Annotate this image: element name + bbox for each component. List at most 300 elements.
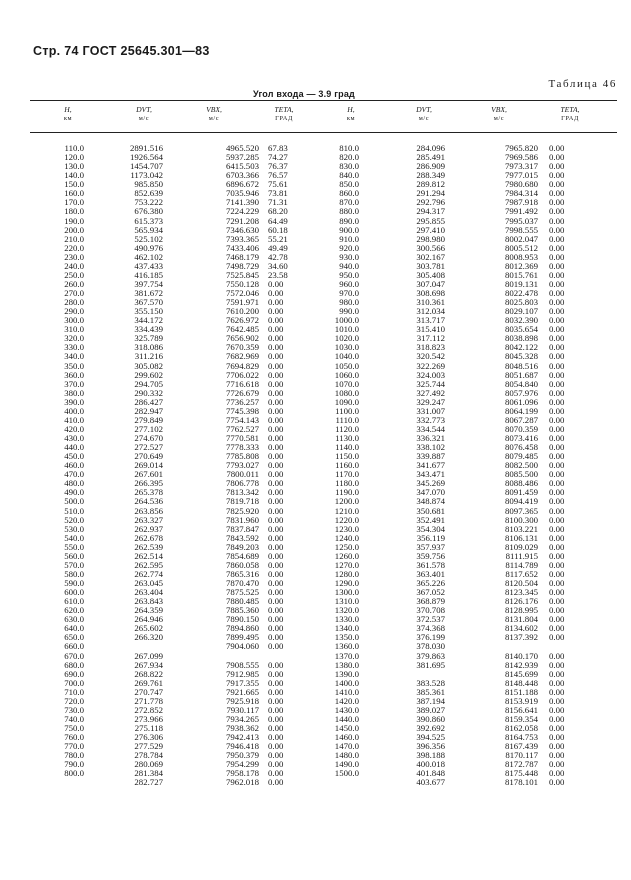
cell-teta-left: 42.78 [268, 251, 288, 262]
cell-teta-right: 0.00 [549, 260, 565, 271]
cell-dvt-left: 262.678 [134, 532, 163, 543]
cell-vbx-right: 8159.354 [505, 713, 538, 724]
cell-h-right: 900.0 [339, 224, 359, 235]
cell-teta-left: 0.00 [268, 623, 284, 634]
cell-dvt-right: 322.269 [416, 360, 445, 371]
cell-dvt-right: 394.525 [416, 732, 445, 743]
cell-h-right: 1330.0 [334, 614, 359, 625]
cell-dvt-right: 285.491 [416, 152, 445, 163]
cell-dvt-left: 268.822 [134, 668, 163, 679]
cell-dvt-left: 266.320 [134, 632, 163, 643]
cell-h-right: 1260.0 [334, 550, 359, 561]
cell-h-left: 610.0 [64, 596, 84, 607]
col-header-dvt-left [124, 105, 164, 123]
cell-dvt-left: 270.747 [134, 686, 163, 697]
cell-h-left: 290.0 [64, 306, 84, 317]
cell-h-left: 740.0 [64, 713, 84, 724]
cell-dvt-left: 271.778 [134, 695, 163, 706]
cell-dvt-left: 290.332 [134, 387, 163, 398]
cell-teta-left: 0.00 [268, 514, 284, 525]
cell-h-right: 880.0 [339, 206, 359, 217]
cell-vbx-right: 8175.448 [505, 768, 538, 779]
cell-teta-right: 0.00 [549, 333, 565, 344]
cell-h-left: 720.0 [64, 695, 84, 706]
cell-dvt-left: 367.570 [134, 297, 163, 308]
cell-h-left: 490.0 [64, 487, 84, 498]
cell-h-right: 1420.0 [334, 695, 359, 706]
cell-vbx-left: 7880.485 [226, 596, 259, 607]
cell-teta-right: 0.00 [549, 188, 565, 199]
col-header-unit: км [346, 115, 356, 122]
cell-vbx-right: 8111.915 [505, 550, 538, 561]
cell-h-left: 340.0 [64, 351, 84, 362]
cell-h-right: 1350.0 [334, 632, 359, 643]
cell-vbx-left: 7934.265 [226, 713, 259, 724]
cell-teta-left: 0.00 [268, 659, 284, 670]
cell-teta-left: 0.00 [268, 324, 284, 335]
cell-teta-right: 0.00 [549, 713, 565, 724]
cell-teta-right: 0.00 [549, 614, 565, 625]
cell-vbx-left: 7670.359 [226, 342, 259, 353]
cell-h-left: 280.0 [64, 297, 84, 308]
cell-teta-left: 0.00 [268, 351, 284, 362]
cell-teta-right: 0.00 [549, 668, 565, 679]
cell-vbx-right: 8012.369 [505, 260, 538, 271]
cell-vbx-left: 7908.555 [226, 659, 259, 670]
cell-dvt-left: 265.602 [134, 623, 163, 634]
cell-teta-left: 0.00 [268, 750, 284, 761]
cell-dvt-left: 299.602 [134, 369, 163, 380]
cell-dvt-right: 294.317 [416, 206, 445, 217]
col-header-unit: м/с [138, 115, 150, 122]
cell-vbx-left: 7682.969 [226, 351, 259, 362]
cell-dvt-right: 363.401 [416, 568, 445, 579]
cell-vbx-right: 8109.029 [505, 541, 538, 552]
cell-h-left: 760.0 [64, 732, 84, 743]
cell-teta-right: 0.00 [549, 242, 565, 253]
cell-h-right: 1300.0 [334, 587, 359, 598]
cell-vbx-left: 7849.203 [226, 541, 259, 552]
cell-vbx-left: 7141.390 [226, 197, 259, 208]
cell-teta-right: 0.00 [549, 170, 565, 181]
cell-teta-right: 0.00 [549, 541, 565, 552]
col-header-unit: м/с [418, 115, 430, 122]
cell-vbx-left: 7224.229 [226, 206, 259, 217]
cell-h-left: 170.0 [64, 197, 84, 208]
cell-h-right: 960.0 [339, 278, 359, 289]
cell-dvt-left: 676.380 [134, 206, 163, 217]
cell-dvt-left: 305.082 [134, 360, 163, 371]
cell-dvt-right: 343.471 [416, 469, 445, 480]
cell-vbx-right: 8073.416 [505, 433, 538, 443]
cell-dvt-right: 310.361 [416, 297, 445, 308]
cell-teta-right: 0.00 [549, 215, 565, 226]
cell-h-right: 1340.0 [334, 623, 359, 634]
cell-h-left: 660.0 [64, 641, 84, 652]
cell-h-left: 200.0 [64, 224, 84, 235]
cell-dvt-left: 2891.516 [130, 143, 163, 153]
cell-vbx-right: 8128.995 [505, 605, 538, 616]
cell-h-right: 1160.0 [335, 460, 359, 471]
cell-teta-left: 76.57 [268, 170, 288, 181]
cell-h-right: 1440.0 [334, 713, 359, 724]
cell-vbx-left: 7610.200 [226, 306, 259, 317]
cell-vbx-left: 7917.355 [226, 677, 259, 688]
cell-teta-left: 0.00 [268, 478, 284, 489]
cell-h-right: 1370.0 [334, 650, 359, 661]
cell-vbx-left: 7572.046 [226, 288, 259, 298]
cell-vbx-right: 8064.199 [505, 405, 538, 416]
cell-teta-right: 0.00 [549, 378, 565, 389]
cell-h-right: 870.0 [339, 197, 359, 208]
cell-h-left: 630.0 [64, 614, 84, 625]
cell-teta-right: 0.00 [549, 487, 565, 498]
cell-teta-right: 0.00 [549, 478, 565, 489]
cell-teta-left: 0.00 [268, 614, 284, 625]
cell-vbx-left: 7870.470 [226, 578, 259, 588]
cell-dvt-left: 262.774 [134, 568, 163, 579]
cell-vbx-left: 7912.985 [226, 668, 259, 679]
cell-dvt-right: 357.937 [416, 541, 445, 552]
cell-dvt-right: 336.321 [416, 433, 445, 443]
cell-teta-right: 0.00 [549, 777, 565, 788]
cell-teta-right: 0.00 [549, 550, 565, 561]
cell-dvt-left: 264.946 [134, 614, 163, 625]
col-header-h-left [52, 105, 84, 123]
cell-teta-left: 0.00 [268, 578, 284, 588]
cell-h-left: 770.0 [64, 741, 84, 752]
cell-vbx-left: 7854.689 [226, 550, 259, 561]
col-header-name: ТЕТА, [274, 105, 294, 114]
cell-vbx-left: 7954.299 [226, 759, 259, 770]
cell-teta-right: 0.00 [549, 351, 565, 362]
cell-teta-left: 0.00 [268, 523, 284, 534]
cell-teta-left: 0.00 [268, 704, 284, 715]
cell-dvt-right: 320.542 [416, 351, 445, 362]
col-header-name: VBX, [491, 105, 507, 114]
cell-dvt-right: 324.003 [416, 369, 445, 380]
cell-teta-left: 0.00 [268, 396, 284, 407]
cell-dvt-right: 385.361 [416, 686, 445, 697]
cell-vbx-left: 7726.679 [226, 387, 259, 398]
cell-teta-left: 0.00 [268, 641, 284, 652]
cell-vbx-left: 7035.946 [226, 188, 259, 199]
cell-h-left: 460.0 [64, 460, 84, 471]
cell-vbx-left: 7291.208 [226, 215, 259, 226]
cell-h-left: 540.0 [64, 532, 84, 543]
cell-dvt-right: 325.744 [416, 378, 445, 389]
cell-h-left: 240.0 [64, 260, 84, 271]
cell-teta-left: 0.00 [268, 369, 284, 380]
cell-teta-right: 0.00 [549, 605, 565, 616]
cell-h-left: 700.0 [64, 677, 84, 688]
cell-vbx-left: 7899.495 [226, 632, 259, 643]
cell-dvt-left: 277.102 [134, 423, 163, 434]
cell-h-right: 1270.0 [334, 559, 359, 570]
cell-h-left: 270.0 [64, 288, 84, 298]
cell-vbx-right: 8002.047 [505, 233, 538, 244]
cell-h-right: 860.0 [339, 188, 359, 199]
cell-h-right: 930.0 [339, 251, 359, 262]
cell-h-right: 850.0 [339, 179, 359, 190]
cell-teta-right: 0.00 [549, 224, 565, 235]
cell-h-right: 1220.0 [334, 514, 359, 525]
cell-h-right: 1050.0 [334, 360, 359, 371]
table-body [0, 144, 631, 787]
cell-dvt-left: 262.514 [134, 550, 163, 561]
cell-vbx-right: 8156.641 [505, 704, 538, 715]
cell-dvt-right: 361.578 [416, 559, 445, 570]
cell-dvt-left: 318.086 [134, 342, 163, 353]
cell-vbx-left: 7433.406 [226, 242, 259, 253]
cell-dvt-left: 294.705 [134, 378, 163, 389]
cell-dvt-right: 302.167 [416, 251, 445, 262]
cell-h-right: 980.0 [339, 297, 359, 308]
cell-vbx-right: 8005.512 [505, 242, 538, 253]
cell-teta-left: 0.00 [268, 568, 284, 579]
cell-dvt-right: 308.698 [416, 288, 445, 298]
cell-dvt-right: 383.528 [416, 677, 445, 688]
cell-teta-left: 55.21 [268, 233, 288, 244]
cell-h-left: 530.0 [64, 523, 84, 534]
cell-teta-right: 0.00 [549, 578, 565, 588]
cell-vbx-right: 8067.287 [505, 414, 538, 425]
cell-dvt-right: 329.247 [416, 396, 445, 407]
cell-vbx-left: 5937.285 [226, 152, 259, 163]
cell-h-right: 1380.0 [334, 659, 359, 670]
cell-teta-right: 0.00 [549, 387, 565, 398]
cell-h-left: 390.0 [64, 396, 84, 407]
cell-vbx-right: 8085.500 [505, 469, 538, 480]
cell-dvt-left: 278.784 [134, 750, 163, 761]
cell-teta-right: 0.00 [549, 559, 565, 570]
cell-teta-right: 0.00 [549, 451, 565, 462]
cell-vbx-right: 7998.555 [505, 224, 538, 235]
cell-dvt-right: 365.226 [416, 578, 445, 588]
cell-h-right: 1230.0 [334, 523, 359, 534]
cell-dvt-right: 289.812 [416, 179, 445, 190]
cell-h-left: 190.0 [64, 215, 84, 226]
cell-h-right: 840.0 [339, 170, 359, 181]
cell-h-left: 440.0 [64, 442, 84, 453]
cell-vbx-left: 7694.829 [226, 360, 259, 371]
cell-dvt-right: 347.070 [416, 487, 445, 498]
cell-vbx-left: 7925.918 [226, 695, 259, 706]
cell-teta-left: 0.00 [268, 759, 284, 770]
cell-vbx-right: 8015.761 [505, 269, 538, 280]
cell-teta-right: 0.00 [549, 750, 565, 761]
cell-vbx-right: 8103.221 [505, 523, 538, 534]
cell-teta-left: 64.49 [268, 215, 288, 226]
cell-vbx-right: 8153.919 [505, 695, 538, 706]
cell-dvt-right: 359.756 [416, 550, 445, 561]
col-header-name: H, [64, 105, 72, 114]
cell-dvt-right: 370.708 [416, 605, 445, 616]
cell-vbx-right: 8126.176 [505, 596, 538, 607]
cell-vbx-right: 8032.390 [505, 315, 538, 326]
cell-teta-left: 73.81 [268, 188, 288, 199]
cell-teta-right: 0.00 [549, 695, 565, 706]
cell-teta-right: 0.00 [549, 650, 565, 661]
cell-h-right: 820.0 [339, 152, 359, 163]
cell-teta-left: 0.00 [268, 315, 284, 326]
cell-vbx-left: 7770.581 [226, 433, 259, 443]
cell-vbx-right: 8170.117 [505, 750, 538, 761]
cell-vbx-right: 8045.328 [505, 351, 538, 362]
cell-vbx-right: 8019.131 [505, 278, 538, 289]
cell-teta-left: 0.00 [268, 405, 284, 416]
cell-teta-left: 0.00 [268, 677, 284, 688]
cell-teta-left: 0.00 [268, 496, 284, 507]
cell-dvt-right: 387.194 [416, 695, 445, 706]
cell-teta-right: 0.00 [549, 278, 565, 289]
cell-teta-left: 67.83 [268, 143, 288, 153]
cell-dvt-right: 300.566 [416, 242, 445, 253]
cell-vbx-left: 7706.022 [226, 369, 259, 380]
cell-dvt-left: 437.433 [134, 260, 163, 271]
table-header-rule [30, 132, 617, 133]
cell-dvt-right: 345.269 [416, 478, 445, 489]
cell-h-right: 1150.0 [335, 451, 359, 462]
cell-vbx-left: 7843.592 [226, 532, 259, 543]
cell-teta-left: 0.00 [268, 732, 284, 743]
cell-dvt-right: 307.047 [416, 278, 445, 289]
cell-teta-left: 34.60 [268, 260, 288, 271]
cell-vbx-left: 7831.960 [226, 514, 259, 525]
cell-teta-right: 0.00 [549, 360, 565, 371]
cell-dvt-left: 277.529 [134, 741, 163, 752]
cell-h-right: 1410.0 [334, 686, 359, 697]
cell-teta-left: 68.20 [268, 206, 288, 217]
cell-h-right: 1360.0 [334, 641, 359, 652]
cell-h-right: 1030.0 [334, 342, 359, 353]
cell-h-right: 1250.0 [334, 541, 359, 552]
cell-vbx-left: 7716.618 [226, 378, 259, 389]
cell-teta-right: 0.00 [549, 632, 565, 643]
cell-dvt-right: 352.491 [416, 514, 445, 525]
cell-vbx-right: 8120.504 [505, 578, 538, 588]
cell-h-left: 260.0 [64, 278, 84, 289]
cell-dvt-right: 398.188 [416, 750, 445, 761]
cell-vbx-right: 8117.652 [505, 568, 538, 579]
cell-teta-left: 0.00 [268, 306, 284, 317]
cell-dvt-left: 1454.707 [130, 161, 163, 172]
cell-dvt-left: 262.595 [134, 559, 163, 570]
cell-dvt-left: 275.118 [134, 723, 163, 733]
cell-h-right: 830.0 [339, 161, 359, 172]
cell-vbx-left: 7865.316 [226, 568, 259, 579]
cell-h-right: 1090.0 [334, 396, 359, 407]
cell-dvt-left: 269.014 [134, 460, 163, 471]
cell-h-left: 150.0 [64, 179, 84, 190]
cell-teta-left: 0.00 [268, 741, 284, 752]
cell-dvt-left: 280.069 [134, 759, 163, 770]
cell-dvt-right: 341.677 [416, 460, 445, 471]
cell-h-left: 550.0 [64, 541, 84, 552]
cell-vbx-right: 8008.953 [505, 251, 538, 262]
cell-teta-left: 0.00 [268, 414, 284, 425]
cell-dvt-left: 265.378 [134, 487, 163, 498]
cell-teta-left: 0.00 [268, 777, 284, 788]
cell-vbx-right: 8054.840 [505, 378, 538, 389]
cell-h-left: 800.0 [64, 768, 84, 779]
cell-vbx-left: 7950.379 [226, 750, 259, 761]
cell-dvt-left: 282.727 [134, 777, 163, 788]
entry-angle-title: Угол входа — 3.9 град [253, 89, 355, 99]
cell-h-left: 640.0 [64, 623, 84, 634]
cell-teta-right: 0.00 [549, 732, 565, 743]
cell-h-right: 1490.0 [334, 759, 359, 770]
cell-teta-right: 0.00 [549, 768, 565, 779]
cell-dvt-right: 312.034 [416, 306, 445, 317]
cell-h-right: 1180.0 [335, 478, 359, 489]
col-header-unit: ГРАД [275, 115, 293, 122]
cell-dvt-left: 355.150 [134, 306, 163, 317]
cell-vbx-right: 8094.419 [505, 496, 538, 507]
cell-dvt-right: 372.537 [416, 614, 445, 625]
cell-teta-right: 0.00 [549, 659, 565, 670]
cell-teta-right: 0.00 [549, 143, 565, 153]
cell-teta-right: 0.00 [549, 179, 565, 190]
cell-teta-left: 0.00 [268, 387, 284, 398]
cell-h-left: 690.0 [64, 668, 84, 679]
cell-vbx-right: 8076.458 [505, 442, 538, 453]
cell-vbx-right: 8114.789 [505, 559, 538, 570]
cell-dvt-right: 392.692 [416, 723, 445, 733]
cell-vbx-left: 7591.971 [226, 297, 259, 308]
cell-h-right: 1460.0 [334, 732, 359, 743]
cell-dvt-left: 272.852 [134, 704, 163, 715]
cell-dvt-right: 403.677 [416, 777, 445, 788]
cell-h-right: 1140.0 [335, 442, 359, 453]
cell-h-left: 120.0 [64, 152, 84, 163]
cell-dvt-right: 376.199 [416, 632, 445, 643]
cell-dvt-right: 318.823 [416, 342, 445, 353]
cell-dvt-right: 284.096 [416, 143, 445, 153]
cell-teta-right: 0.00 [549, 532, 565, 543]
cell-dvt-left: 311.216 [134, 351, 163, 362]
cell-h-right: 1100.0 [335, 405, 359, 416]
cell-vbx-left: 7806.778 [226, 478, 259, 489]
cell-vbx-right: 7973.317 [505, 161, 538, 172]
cell-h-right: 1470.0 [334, 741, 359, 752]
cell-h-right: 1060.0 [334, 369, 359, 380]
cell-teta-left: 0.00 [268, 451, 284, 462]
cell-h-right: 1200.0 [334, 496, 359, 507]
cell-vbx-left: 7656.902 [226, 333, 259, 344]
cell-vbx-right: 8082.500 [505, 460, 538, 471]
col-header-unit: м/с [493, 115, 505, 122]
cell-h-right: 1280.0 [334, 568, 359, 579]
cell-teta-left: 0.00 [268, 505, 284, 516]
cell-teta-left: 0.00 [268, 378, 284, 389]
cell-dvt-left: 270.649 [134, 451, 163, 462]
cell-teta-left: 0.00 [268, 333, 284, 344]
cell-teta-right: 0.00 [549, 233, 565, 244]
cell-h-right: 1290.0 [334, 578, 359, 588]
cell-h-left: 670.0 [64, 650, 84, 661]
cell-vbx-right: 8164.753 [505, 732, 538, 743]
cell-vbx-left: 7393.365 [226, 233, 259, 244]
cell-teta-right: 0.00 [549, 324, 565, 335]
cell-vbx-left: 7962.018 [226, 777, 259, 788]
cell-h-right: 970.0 [339, 288, 359, 298]
cell-teta-left: 0.00 [268, 605, 284, 616]
cell-teta-right: 0.00 [549, 423, 565, 434]
cell-h-right: 1000.0 [334, 315, 359, 326]
cell-dvt-left: 269.761 [134, 677, 163, 688]
cell-vbx-left: 7825.920 [226, 505, 259, 516]
